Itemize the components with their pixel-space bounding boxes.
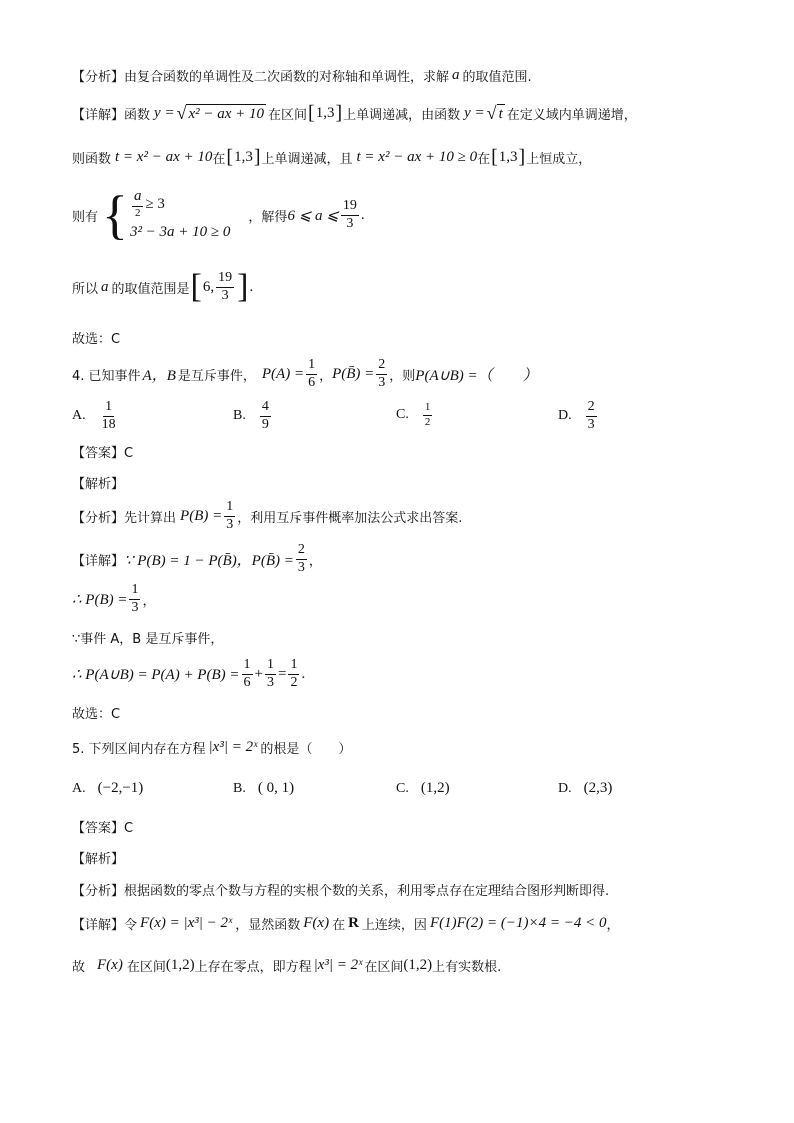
q5-answer: 【答案】C xyxy=(72,821,134,836)
denominator: 3 xyxy=(266,674,274,690)
numerator: 1 xyxy=(265,658,276,675)
interval: (1,2) xyxy=(165,957,195,973)
q4-option-d[interactable] xyxy=(558,400,599,432)
option-label: D. xyxy=(558,408,572,424)
detail-text: 函数 xyxy=(124,108,151,123)
denominator: 9 xyxy=(261,416,269,432)
option-label: D. xyxy=(558,780,572,796)
denominator: 2 xyxy=(424,415,431,428)
analysis-tag: 【分析】 xyxy=(72,70,125,85)
denominator: 2 xyxy=(290,674,298,690)
detail-text: 上单调递减，由函数 xyxy=(343,108,461,123)
punctuation: . xyxy=(360,206,365,223)
inequality: 3² − 3a + 10 ≥ 0 xyxy=(129,223,231,240)
fraction xyxy=(132,189,144,219)
detail-text: 在 xyxy=(332,918,346,933)
detail-text: 则有 xyxy=(72,209,99,225)
fraction xyxy=(306,358,317,390)
inequality: ≥ 3 xyxy=(145,195,165,212)
punctuation: ， xyxy=(308,553,322,569)
option-label: C. xyxy=(396,407,409,423)
math-expression: F(x) = |x³| − 2ˣ xyxy=(140,915,233,931)
fraction xyxy=(376,358,387,390)
detail-text: 故 xyxy=(72,960,86,975)
denominator: 3 xyxy=(131,599,139,615)
math-expression: F(1)F(2) = (−1)×4 = −4 < 0 xyxy=(429,915,607,931)
option-value: (1,2) xyxy=(420,780,450,796)
q4-detail-line1 xyxy=(72,543,322,575)
sqrt-expression: √ x² − ax + 10 xyxy=(176,103,265,123)
math-expression: t = x² − ax + 10 xyxy=(115,149,213,165)
q5-analysis-line xyxy=(72,880,609,899)
denominator: 3 xyxy=(378,374,386,390)
q4-option-c[interactable] xyxy=(396,402,434,428)
interval-left: 6, xyxy=(202,278,215,295)
denominator: 3 xyxy=(226,516,234,532)
numerator: 1 xyxy=(306,358,317,375)
question-text: 4. 已知事件 xyxy=(72,368,141,384)
q3-detail-line3 xyxy=(72,185,365,245)
q5-option-b[interactable] xyxy=(233,780,294,797)
q3-choice: 故选：C xyxy=(72,332,121,347)
q3-detail-line4: 所以 a 的取值范围是 [ 6, $\frac{19}{3}$ ] . xyxy=(72,268,254,305)
analysis-tag: 【分析】 xyxy=(72,510,125,526)
prob-a: P(A) = xyxy=(261,365,305,382)
fraction xyxy=(341,199,359,231)
interval: 1,3 xyxy=(498,149,518,165)
fraction xyxy=(265,658,276,690)
option-label: A. xyxy=(72,780,86,796)
equation: |x³| = 2ˣ xyxy=(208,739,258,755)
denominator: 18 xyxy=(101,416,116,432)
q4-analysis-line xyxy=(72,500,462,532)
numerator: 4 xyxy=(260,400,271,417)
denominator: 3 xyxy=(297,559,305,575)
fraction xyxy=(224,500,235,532)
detail-text: 在区间 xyxy=(268,108,308,123)
q3-detail-line2: 则函数 t = x² − ax + 10 在 [ 1,3 ] 上单调递减，且 t = x² − ax + 10 ≥ 0 在 [ 1,3 ] 上恒成立， xyxy=(72,146,592,168)
numerator: 1 xyxy=(423,402,433,416)
equation: |x³| = 2ˣ xyxy=(313,957,363,973)
detail-text: ，显然函数 xyxy=(235,918,301,933)
detail-text: 上存在零点，即方程 xyxy=(194,960,312,975)
analysis-text: ，利用互斥事件概率加法公式求出答案. xyxy=(237,510,463,526)
prob-b-bar: P(B̄) = xyxy=(332,365,375,382)
fraction xyxy=(586,400,597,432)
detail-text: 在定义域内单调递增， xyxy=(506,108,637,123)
analysis-tail: 的取值范围. xyxy=(462,70,532,85)
option-label: C. xyxy=(396,780,409,796)
option-label: B. xyxy=(233,408,246,424)
math-expression: ∴ P(A∪B) = P(A) + P(B) = xyxy=(72,666,240,683)
q4-detail-line2 xyxy=(72,583,156,615)
analysis-tag: 【分析】 xyxy=(72,884,125,899)
numerator: 1 xyxy=(103,400,114,417)
option-value: (−2,−1) xyxy=(97,780,144,796)
punctuation: ， xyxy=(142,593,156,609)
detail-text: 在区间 xyxy=(364,960,404,975)
math-expression: ∴ P(B) = xyxy=(72,591,128,608)
radicand: x² − ax + 10 xyxy=(188,106,265,122)
detail-text: ，解得 xyxy=(248,209,288,225)
numerator: 1 xyxy=(129,583,140,600)
prob-b: P(B) = xyxy=(180,507,223,524)
denominator: 3 xyxy=(587,416,595,432)
denominator: 3 xyxy=(221,287,229,303)
q4-choice: 故选：C xyxy=(72,707,121,722)
interval: (1,2) xyxy=(403,957,433,973)
numerator: 19 xyxy=(341,199,359,216)
interval: 1,3 xyxy=(234,149,253,165)
numerator: 2 xyxy=(376,358,387,375)
operator: + xyxy=(254,665,263,682)
option-value: (2,3) xyxy=(583,780,613,796)
math-expression: t = x² − ax + 10 ≥ 0 xyxy=(356,149,478,165)
q3-detail-line1: 【详解】 函数 y = √ x² − ax + 10 在区间 [ 1,3 ] 上单调递减，由函数 y = √ t 在定义域内单调递增， xyxy=(72,102,637,124)
detail-text: 的取值范围是 xyxy=(111,281,190,297)
detail-text: 则函数 xyxy=(72,152,112,167)
detail-text: 上恒成立， xyxy=(526,152,592,167)
punctuation: . xyxy=(249,278,254,295)
denominator: 3 xyxy=(346,215,354,231)
analysis-text: 根据函数的零点个数与方程的实根个数的关系，利用零点存在定理结合图形判断即得. xyxy=(124,884,610,899)
denominator: 6 xyxy=(308,374,316,390)
fraction xyxy=(296,543,307,575)
math-y-eq: y = xyxy=(154,105,175,121)
detail-text: 上有实数根. xyxy=(432,960,502,975)
question-text: 5. 下列区间内存在方程 xyxy=(72,742,206,757)
numerator: 2 xyxy=(586,400,597,417)
question-text: 是互斥事件， xyxy=(177,368,256,384)
denominator: 6 xyxy=(243,674,251,690)
numerator: 2 xyxy=(296,543,307,560)
punctuation: ， xyxy=(606,918,620,933)
var-a: a xyxy=(452,67,460,83)
q5-option-c[interactable] xyxy=(396,780,450,797)
numerator: 19 xyxy=(216,271,234,288)
q4-detail-line4 xyxy=(72,658,305,690)
q4-option-a[interactable] xyxy=(72,400,120,432)
detail-text: 令 xyxy=(124,918,138,933)
q5-option-d[interactable] xyxy=(558,780,612,797)
option-label: B. xyxy=(233,780,246,796)
detail-text: 上连续，因 xyxy=(361,918,427,933)
punctuation: . xyxy=(301,665,306,682)
numerator: 1 xyxy=(242,658,253,675)
detail-text: 所以 xyxy=(72,281,99,297)
var-a: a xyxy=(101,278,109,295)
radicand: t xyxy=(498,106,503,122)
question-text: ，则 xyxy=(389,368,416,384)
q4-option-b[interactable] xyxy=(233,400,273,432)
question-ask: P(A∪B) =（ ） xyxy=(415,367,538,384)
option-value: ( 0, 1) xyxy=(257,780,295,796)
detail-text: 在区间 xyxy=(126,960,166,975)
analysis-text: 先计算出 xyxy=(124,510,177,526)
reals-symbol: R xyxy=(348,915,359,931)
option-label: A. xyxy=(72,408,86,424)
event-vars: A，B xyxy=(142,367,176,384)
q4-detail-line3: ∵事件 A，B 是互斥事件， xyxy=(72,632,224,647)
q5-detail-line1 xyxy=(72,914,619,933)
q5-jiexi: 【解析】 xyxy=(72,852,125,867)
interval: 1,3 xyxy=(315,105,335,121)
operator: = xyxy=(277,665,287,682)
math-y-eq: y = xyxy=(464,105,485,121)
math-expression: F(x) xyxy=(303,915,330,931)
detail-tag: 【详解】 xyxy=(72,108,125,123)
detail-text: 在 xyxy=(212,152,226,167)
q4-jiexi: 【解析】 xyxy=(72,477,125,492)
fraction xyxy=(100,400,118,432)
q4-stem: 4. 已知事件 A，B 是互斥事件， P(A) = $\frac{1}{6}$ ， P(B̄) = $\frac{2}{3}$ ，则 P(A∪B) =（ ） xyxy=(72,357,538,390)
denominator: 2 xyxy=(134,207,141,220)
math-expression: F(x) xyxy=(97,957,123,973)
fraction xyxy=(423,402,433,428)
detail-tag: 【详解】 xyxy=(72,553,125,569)
numerator: 1 xyxy=(224,500,235,517)
fraction xyxy=(242,658,253,690)
detail-tag: 【详解】 xyxy=(72,918,125,933)
q5-stem xyxy=(72,738,351,757)
math-expression: ∵ P(B) = 1 − P(B̄)，P(B̄) = xyxy=(124,552,294,569)
detail-text: 上单调递减，且 xyxy=(261,152,353,167)
q5-option-a[interactable] xyxy=(72,780,143,797)
q4-answer: 【答案】C xyxy=(72,446,134,461)
sqrt-expression: √ t xyxy=(486,103,503,123)
numerator: a xyxy=(132,189,144,207)
analysis-text: 由复合函数的单调性及二次函数的对称轴和单调性，求解 xyxy=(124,70,450,85)
question-text: 的根是（ ） xyxy=(260,742,352,757)
detail-text: 在 xyxy=(477,152,491,167)
fraction xyxy=(129,583,140,615)
math-expression: 6 ⩽ a ⩽ xyxy=(287,207,339,224)
q3-analysis-line xyxy=(72,66,532,85)
numerator: 1 xyxy=(288,658,299,675)
fraction xyxy=(288,658,299,690)
q5-detail-line2 xyxy=(72,956,501,975)
inequality-system: { $\frac{a}{2}$ ≥ 3 3² − 3a + 10 ≥ 0 xyxy=(102,185,231,245)
fraction xyxy=(260,400,271,432)
fraction xyxy=(216,271,234,303)
